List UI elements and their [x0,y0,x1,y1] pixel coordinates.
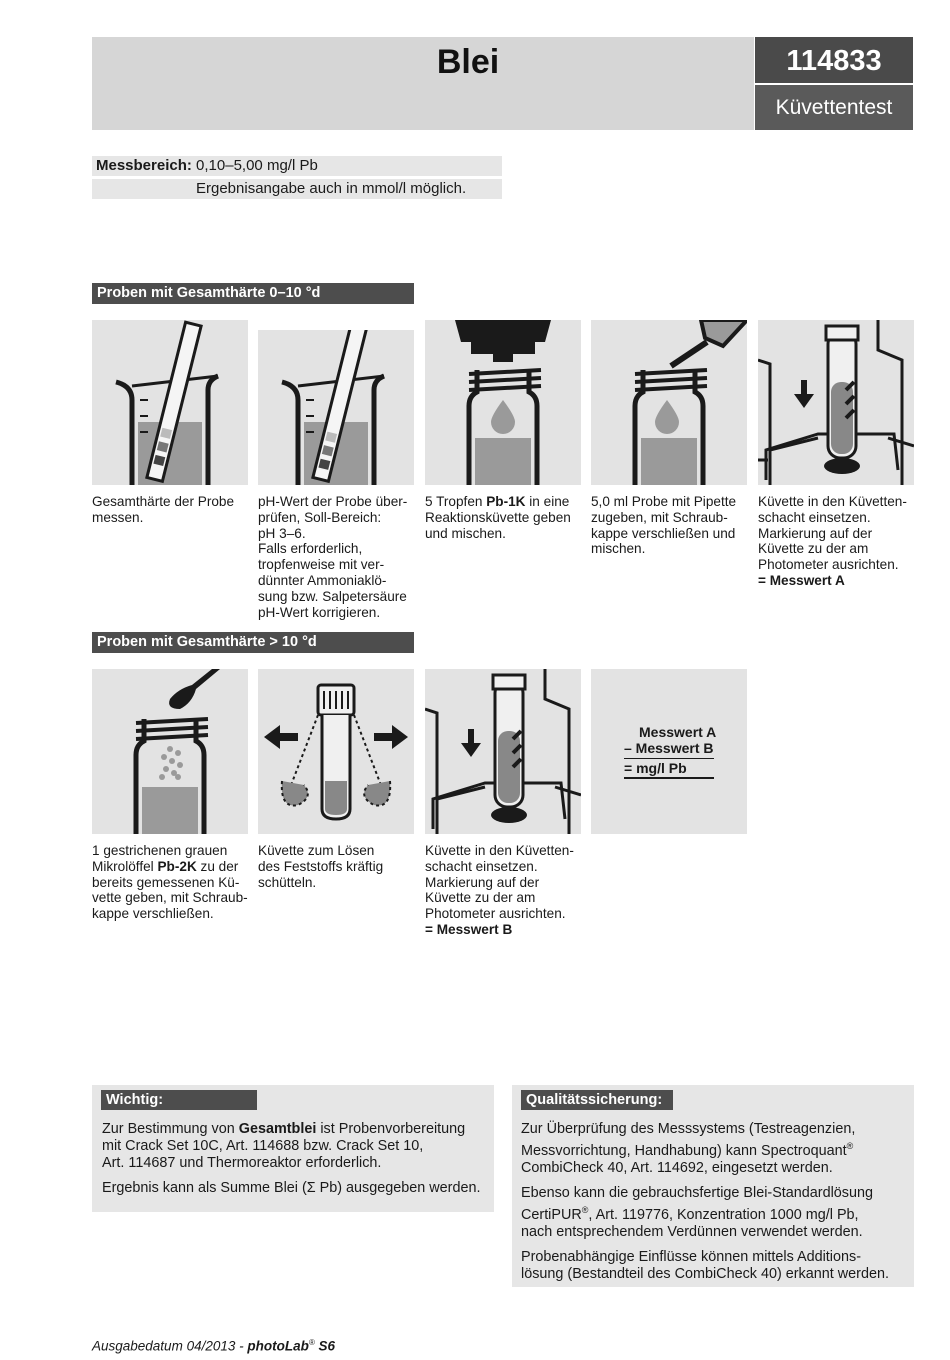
caption-line: 1 gestrichenen grauen [92,843,228,858]
text: CombiCheck 40, Art. 114692, eingesetzt werden. [521,1159,833,1176]
article-number: 114833 [755,37,913,83]
quality-text [521,1121,913,1283]
caption-line [92,859,250,875]
caption-line: vette geben, mit Schraub- [92,890,248,906]
text: Zur Bestimmung von [102,1121,239,1137]
step8-caption [425,843,583,938]
test-type: Küvettentest [755,85,913,130]
measuring-range [92,156,502,176]
important-box [92,1085,494,1212]
caption-line: dünnter Ammoniaklö- [258,572,387,588]
text: Zur Überprüfung des Messsystems (Testreagenzien, [521,1121,856,1137]
caption-line: 5,0 ml Probe mit Pipette [591,494,737,509]
caption-line: schütteln. [258,874,317,890]
registered-mark: ® [846,1141,854,1151]
caption-line: prüfen, Soll-Bereich: [258,509,382,525]
caption-line: Markierung auf der [758,525,873,541]
caption-line: Markierung auf der [425,874,540,890]
section1-title: Proben mit Gesamthärte 0–10 °d [92,283,414,304]
text: Messvorrichtung, Handhabung) kann Spectroquant [521,1142,847,1159]
formula-line3: = mg/l Pb [624,760,687,776]
caption-line: schacht einsetzen. [425,858,538,874]
quality-title: Qualitätssicherung: [521,1090,673,1110]
reagent-name: Pb-2K [157,858,197,874]
caption-line: bereits gemessenen Kü- [92,874,240,890]
quality-box [512,1085,914,1287]
footer-model: S6 [314,1338,336,1354]
measuring-range-value: 0,10–5,00 mg/l Pb [196,157,318,174]
text: , Art. 119776, Konzentration 1000 mg/l Pb, [588,1206,859,1223]
result-label: = Messwert A [758,572,845,588]
text: mit Crack Set 10C, Art. 114688 bzw. Crack Set 10, [102,1138,424,1154]
caption-line: zugeben, mit Schraub- [591,509,728,525]
text: Ebenso kann die gebrauchsfertige Blei-Standardlösung [521,1184,874,1201]
caption-line [425,494,583,510]
caption-line: Küvette zum Lösen [258,843,375,858]
pipette-icon [591,320,747,485]
caption-line: mischen. [591,541,646,557]
shake-cuvette-icon [258,669,414,834]
section2-title: Proben mit Gesamthärte > 10 °d [92,632,414,653]
photometer-cuvette-icon [425,669,581,834]
text: nach entsprechendem Verdünnen verwendet werden. [521,1223,863,1240]
quality-paragraph-3 [521,1249,913,1283]
caption-line: sung bzw. Salpetersäure [258,588,407,604]
registered-mark: ® [581,1204,589,1215]
text: lösung (Bestandteil des CombiCheck 40) erkannt werden. [521,1265,889,1282]
text: Probenabhängige Einflüsse können mittels Additions- [521,1248,861,1265]
formula-underline [624,777,714,779]
caption-line: Photometer ausrichten. [758,557,899,573]
step1-caption [92,494,250,526]
caption-line: tropfenweise mit ver- [258,557,385,573]
micro-spoon-icon [92,669,248,834]
caption-line: Küvette in den Küvetten- [425,843,574,858]
caption-line: messen. [92,509,144,525]
bold-text: Gesamtblei [238,1121,317,1137]
caption-line: pH 3–6. [258,525,306,541]
caption-line: schacht einsetzen. [758,509,871,525]
important-paragraph-1 [102,1121,492,1172]
beaker-ph-strip-icon [258,330,414,485]
caption-line: des Feststoffs kräftig [258,858,384,874]
caption-line: Gesamthärte der Probe [92,494,235,509]
footer [92,1338,335,1354]
formula-divider [624,758,714,759]
caption-line: Photometer ausrichten. [425,906,566,922]
important-paragraph-2: Ergebnis kann als Summe Blei (Σ Pb) ausgegeben werden. [102,1180,481,1196]
step2-caption [258,494,416,620]
result-formula-box [591,669,747,834]
caption-line: Falls erforderlich, [258,541,363,557]
caption-line: pH-Wert korrigieren. [258,604,381,620]
step3-caption [425,494,583,541]
formula-line2: – Messwert B [624,740,714,756]
caption-line: kappe verschließen. [92,906,214,922]
caption-line: und mischen. [425,525,506,541]
step4-caption [591,494,749,557]
text: CertiPUR [521,1206,582,1223]
caption-line: kappe verschließen und [591,525,736,541]
important-text [102,1121,492,1197]
footer-date: Ausgabedatum 04/2013 - [92,1338,248,1354]
measuring-range-note: Ergebnisangabe auch in mmol/l möglich. [196,180,467,197]
caption-line: pH-Wert der Probe über- [258,494,408,509]
step7-caption [258,843,416,890]
registered-mark: ® [308,1338,315,1347]
caption-text: 5 Tropfen [425,494,487,509]
formula-line1: Messwert A [639,724,717,740]
caption-line: Küvette in den Küvetten- [758,494,907,509]
caption-text: Mikrolöffel [92,858,158,874]
quality-paragraph-1 [521,1121,913,1177]
photometer-cuvette-icon [758,320,914,485]
caption-line: Küvette zu der am [758,541,869,557]
page-title: Blei [436,43,500,81]
result-label: = Messwert B [425,921,513,937]
text: ist Probenvorbereitung [316,1121,466,1137]
caption-text: zu der [196,858,239,874]
caption-line: Küvette zu der am [425,890,536,906]
important-title: Wichtig: [101,1090,257,1110]
beaker-test-strip-icon [92,320,248,485]
text: Art. 114687 und Thermoreaktor erforderlich. [102,1155,382,1171]
reagent-bottle-drop-icon [425,320,581,485]
reagent-name: Pb-1K [486,494,526,509]
measuring-range-note-row [92,179,502,199]
quality-paragraph-2 [521,1185,913,1241]
measuring-range-label: Messbereich: [96,157,192,174]
caption-line: Reaktionsküvette geben [425,509,571,525]
step6-caption [92,843,250,922]
caption-text: in eine [525,494,570,509]
step5-caption [758,494,916,589]
footer-product: photoLab [247,1338,309,1354]
